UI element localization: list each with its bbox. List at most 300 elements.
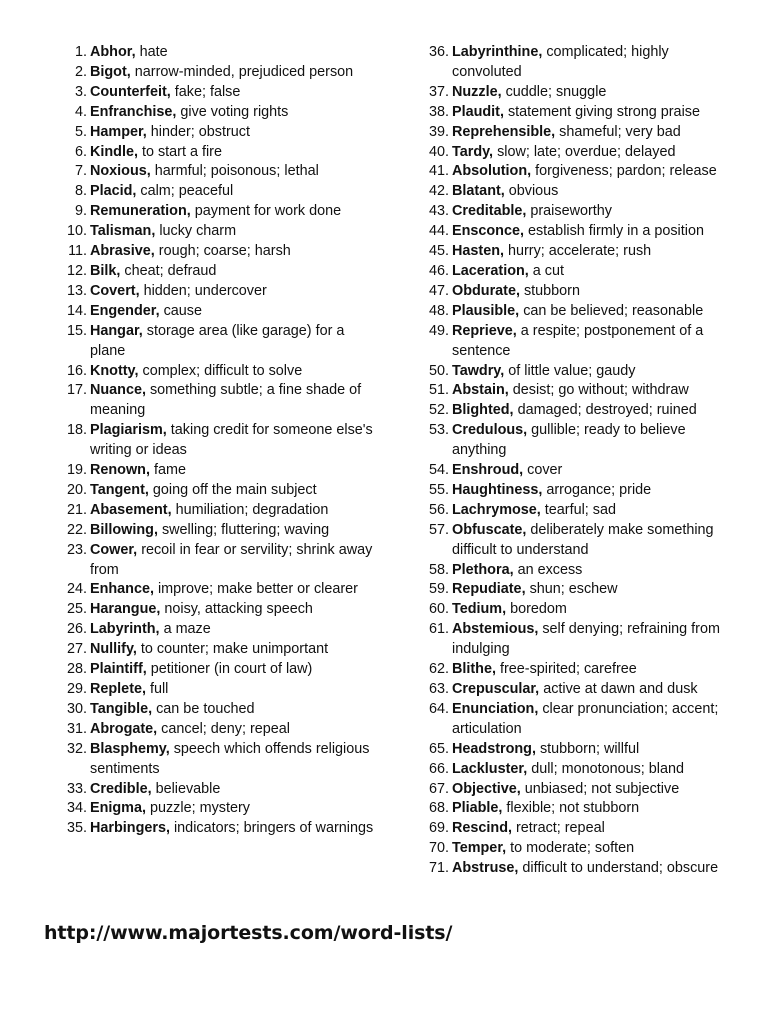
item-body xyxy=(452,143,722,163)
item-definition: deliberately make something difficult to understand xyxy=(452,521,714,558)
item-number: 34. xyxy=(66,800,87,817)
item-definition: a maze xyxy=(163,621,211,638)
item-definition: clear pronunciation; accent; articulation xyxy=(452,700,719,737)
item-number: 18. xyxy=(66,422,87,439)
item-number: 12. xyxy=(66,262,87,279)
list-item xyxy=(422,182,722,202)
item-term: Billowing, xyxy=(90,521,158,538)
item-body xyxy=(452,780,722,800)
item-body xyxy=(452,521,722,561)
item-term: Engender, xyxy=(90,302,160,319)
item-definition: of little value; gaudy xyxy=(508,362,636,379)
item-term: Repudiate, xyxy=(452,581,526,598)
item-body xyxy=(90,123,374,143)
list-item xyxy=(422,262,722,282)
item-definition: a respite; postponement of a sentence xyxy=(452,322,704,359)
item-body xyxy=(452,620,722,660)
item-number: 20. xyxy=(66,481,87,498)
item-definition: believable xyxy=(155,780,221,797)
item-term: Abrogate, xyxy=(90,720,158,737)
list-item xyxy=(422,859,722,879)
item-term: Headstrong, xyxy=(452,740,536,757)
item-definition: something subtle; a fine shade of meaning xyxy=(90,382,362,419)
list-item xyxy=(422,401,722,421)
item-definition: fame xyxy=(153,462,186,479)
item-body xyxy=(452,381,722,401)
list-item xyxy=(422,123,722,143)
item-term: Abstruse, xyxy=(452,860,519,877)
item-term: Labyrinth, xyxy=(90,621,160,638)
item-definition: cheat; defraud xyxy=(124,262,217,279)
item-term: Plausible, xyxy=(452,302,520,319)
item-number: 69. xyxy=(428,820,449,837)
list-item xyxy=(422,600,722,620)
list-item xyxy=(422,521,722,561)
list-item xyxy=(54,182,374,202)
item-term: Replete, xyxy=(90,681,146,697)
item-body xyxy=(90,242,374,262)
item-definition: flexible; not stubborn xyxy=(506,800,640,817)
item-body xyxy=(452,162,722,182)
item-term: Plaudit, xyxy=(452,103,504,120)
item-term: Noxious, xyxy=(90,163,151,180)
item-number: 17. xyxy=(66,382,87,399)
item-number: 14. xyxy=(66,302,87,319)
item-number: 57. xyxy=(428,521,449,538)
item-definition: cancel; deny; repeal xyxy=(161,720,290,737)
item-term: Abrasive, xyxy=(90,243,155,260)
item-definition: improve; make better or clearer xyxy=(157,581,358,598)
item-number: 23. xyxy=(66,541,87,558)
item-body xyxy=(90,63,374,83)
item-number: 13. xyxy=(66,282,87,299)
item-number: 64. xyxy=(428,700,449,717)
item-definition: noisy, attacking speech xyxy=(164,601,313,618)
item-definition: stubborn; willful xyxy=(539,740,640,757)
item-number: 39. xyxy=(428,123,449,140)
item-body xyxy=(452,242,722,262)
item-term: Temper, xyxy=(452,840,507,857)
item-number: 55. xyxy=(428,481,449,498)
item-number: 38. xyxy=(428,103,449,120)
item-term: Tedium, xyxy=(452,601,507,618)
item-definition: harmful; poisonous; lethal xyxy=(154,163,319,180)
item-term: Enigma, xyxy=(90,800,146,817)
item-number: 41. xyxy=(428,163,449,180)
item-term: Bilk, xyxy=(90,262,121,279)
item-definition: rough; coarse; harsh xyxy=(158,243,291,260)
list-item xyxy=(54,819,374,839)
item-number: 37. xyxy=(428,83,449,100)
list-item xyxy=(54,262,374,282)
item-body xyxy=(452,262,722,282)
item-term: Abhor, xyxy=(90,44,136,60)
list-item xyxy=(54,461,374,481)
item-body xyxy=(452,103,722,123)
item-definition: give voting rights xyxy=(180,103,289,120)
item-definition: speech which offends religious sentiments xyxy=(90,740,370,777)
list-item xyxy=(422,501,722,521)
item-number: 63. xyxy=(428,681,449,697)
list-item xyxy=(54,580,374,600)
item-term: Bigot, xyxy=(90,63,131,80)
item-body xyxy=(90,819,374,839)
item-body xyxy=(452,600,722,620)
item-body xyxy=(90,700,374,720)
item-number: 68. xyxy=(428,800,449,817)
item-number: 25. xyxy=(66,601,87,618)
item-body xyxy=(452,83,722,103)
list-item xyxy=(54,123,374,143)
item-term: Kindle, xyxy=(90,143,138,160)
item-body xyxy=(90,43,374,63)
item-body xyxy=(452,421,722,461)
list-item xyxy=(54,242,374,262)
item-number: 28. xyxy=(66,661,87,678)
item-definition: a cut xyxy=(532,262,564,279)
item-body xyxy=(452,302,722,322)
list-item xyxy=(422,819,722,839)
item-body xyxy=(452,680,722,700)
item-number: 8. xyxy=(74,183,87,200)
list-item xyxy=(422,760,722,780)
item-term: Absolution, xyxy=(452,163,532,180)
list-item xyxy=(54,600,374,620)
item-definition: to start a fire xyxy=(141,143,222,160)
item-number: 71. xyxy=(428,860,449,877)
item-definition: swelling; fluttering; waving xyxy=(161,521,330,538)
item-number: 29. xyxy=(66,681,87,697)
item-body xyxy=(452,760,722,780)
item-number: 27. xyxy=(66,641,87,658)
list-item xyxy=(54,103,374,123)
item-body xyxy=(90,362,374,382)
item-term: Crepuscular, xyxy=(452,681,540,697)
item-body xyxy=(452,799,722,819)
item-term: Abstemious, xyxy=(452,621,539,638)
item-number: 47. xyxy=(428,282,449,299)
item-definition: slow; late; overdue; delayed xyxy=(497,143,676,160)
item-definition: tearful; sad xyxy=(544,501,616,518)
list-item xyxy=(54,202,374,222)
item-definition: narrow-minded, prejudiced person xyxy=(134,63,354,80)
list-item xyxy=(54,421,374,461)
list-item xyxy=(54,481,374,501)
item-term: Haughtiness, xyxy=(452,481,543,498)
item-body xyxy=(452,740,722,760)
item-definition: humiliation; degradation xyxy=(175,501,329,518)
item-definition: full xyxy=(149,681,169,697)
item-term: Knotty, xyxy=(90,362,139,379)
item-number: 30. xyxy=(66,700,87,717)
item-term: Cower, xyxy=(90,541,138,558)
item-body xyxy=(452,660,722,680)
list-item xyxy=(422,202,722,222)
item-definition: hurry; accelerate; rush xyxy=(507,243,652,260)
list-item xyxy=(54,282,374,302)
item-number: 67. xyxy=(428,780,449,797)
item-definition: an excess xyxy=(517,561,583,578)
list-item xyxy=(422,481,722,501)
list-item xyxy=(422,799,722,819)
item-number: 49. xyxy=(428,322,449,339)
list-item xyxy=(422,461,722,481)
item-number: 22. xyxy=(66,521,87,538)
list-item xyxy=(422,700,722,740)
item-body xyxy=(452,819,722,839)
item-definition: complex; difficult to solve xyxy=(142,362,303,379)
item-body xyxy=(452,43,722,83)
item-number: 31. xyxy=(66,720,87,737)
list-item xyxy=(422,421,722,461)
item-body xyxy=(90,780,374,800)
list-item xyxy=(54,780,374,800)
item-number: 42. xyxy=(428,183,449,200)
item-number: 16. xyxy=(66,362,87,379)
list-item xyxy=(54,162,374,182)
item-number: 66. xyxy=(428,760,449,777)
item-body xyxy=(90,461,374,481)
item-body xyxy=(90,501,374,521)
list-item xyxy=(422,103,722,123)
item-number: 1. xyxy=(74,44,87,60)
item-number: 70. xyxy=(428,840,449,857)
item-definition: stubborn xyxy=(523,282,580,299)
item-body xyxy=(90,620,374,640)
item-body xyxy=(452,580,722,600)
word-list-column-left xyxy=(54,43,374,839)
item-term: Objective, xyxy=(452,780,521,797)
item-number: 10. xyxy=(66,223,87,240)
item-term: Plagiarism, xyxy=(90,422,167,439)
item-term: Rescind, xyxy=(452,820,512,837)
item-body xyxy=(90,580,374,600)
item-number: 61. xyxy=(428,621,449,638)
list-item xyxy=(54,680,374,700)
item-definition: retract; repeal xyxy=(515,820,605,837)
list-item xyxy=(422,322,722,362)
item-body xyxy=(452,561,722,581)
item-body xyxy=(90,182,374,202)
item-body xyxy=(452,501,722,521)
item-body xyxy=(90,83,374,103)
item-number: 5. xyxy=(74,123,87,140)
item-number: 7. xyxy=(74,163,87,180)
item-term: Abasement, xyxy=(90,501,172,518)
list-item xyxy=(54,381,374,421)
item-term: Tawdry, xyxy=(452,362,505,379)
item-number: 56. xyxy=(428,501,449,518)
item-body xyxy=(452,222,722,242)
list-item xyxy=(54,362,374,382)
item-definition: petitioner (in court of law) xyxy=(150,661,313,678)
item-number: 4. xyxy=(74,103,87,120)
item-term: Counterfeit, xyxy=(90,83,171,100)
list-item xyxy=(422,680,722,700)
item-number: 60. xyxy=(428,601,449,618)
item-term: Tardy, xyxy=(452,143,494,160)
item-number: 36. xyxy=(428,44,449,60)
item-term: Renown, xyxy=(90,462,150,479)
item-term: Credible, xyxy=(90,780,152,797)
item-term: Blasphemy, xyxy=(90,740,170,757)
item-term: Ensconce, xyxy=(452,223,524,240)
list-item xyxy=(54,83,374,103)
item-body xyxy=(90,660,374,680)
list-item xyxy=(54,43,374,63)
item-number: 48. xyxy=(428,302,449,319)
item-term: Nuance, xyxy=(90,382,146,399)
item-number: 24. xyxy=(66,581,87,598)
item-term: Reprieve, xyxy=(452,322,517,339)
item-body xyxy=(90,282,374,302)
item-definition: can be touched xyxy=(156,700,255,717)
item-definition: boredom xyxy=(510,601,567,618)
item-body xyxy=(452,182,722,202)
item-body xyxy=(90,302,374,322)
item-body xyxy=(90,262,374,282)
item-body xyxy=(90,600,374,620)
item-number: 33. xyxy=(66,780,87,797)
item-body xyxy=(90,541,374,581)
list-item xyxy=(54,660,374,680)
item-term: Enshroud, xyxy=(452,462,524,479)
item-term: Tangible, xyxy=(90,700,153,717)
item-definition: puzzle; mystery xyxy=(149,800,250,817)
item-term: Lachrymose, xyxy=(452,501,541,518)
item-definition: arrogance; pride xyxy=(546,481,652,498)
footer-url[interactable]: http://www.majortests.com/word-lists/ xyxy=(44,922,453,944)
item-term: Blighted, xyxy=(452,402,514,419)
item-number: 44. xyxy=(428,223,449,240)
item-term: Laceration, xyxy=(452,262,529,279)
item-term: Credulous, xyxy=(452,422,528,439)
item-definition: difficult to understand; obscure xyxy=(522,860,719,877)
item-term: Covert, xyxy=(90,282,140,299)
list-item xyxy=(54,740,374,780)
item-definition: calm; peaceful xyxy=(140,183,234,200)
item-definition: praiseworthy xyxy=(530,203,612,220)
item-definition: can be believed; reasonable xyxy=(523,302,704,319)
item-definition: shameful; very bad xyxy=(559,123,681,140)
item-body xyxy=(90,162,374,182)
item-definition: payment for work done xyxy=(194,203,342,220)
item-number: 59. xyxy=(428,581,449,598)
item-definition: hidden; undercover xyxy=(143,282,267,299)
item-definition: active at dawn and dusk xyxy=(543,681,698,697)
item-term: Enfranchise, xyxy=(90,103,177,120)
item-body xyxy=(90,143,374,163)
item-definition: going off the main subject xyxy=(152,481,317,498)
item-definition: recoil in fear or servility; shrink away from xyxy=(90,541,373,578)
item-definition: cuddle; snuggle xyxy=(505,83,607,100)
item-number: 65. xyxy=(428,740,449,757)
item-term: Hangar, xyxy=(90,322,143,339)
list-item xyxy=(422,43,722,83)
item-definition: unbiased; not subjective xyxy=(524,780,680,797)
item-definition: gullible; ready to believe anything xyxy=(452,422,686,459)
list-item xyxy=(54,322,374,362)
list-item xyxy=(54,720,374,740)
item-body xyxy=(90,740,374,780)
item-definition: free-spirited; carefree xyxy=(499,661,637,678)
item-definition: self denying; refraining from indulging xyxy=(452,621,720,658)
item-number: 19. xyxy=(66,462,87,479)
item-number: 62. xyxy=(428,661,449,678)
list-item xyxy=(54,63,374,83)
item-body xyxy=(90,381,374,421)
list-item xyxy=(54,501,374,521)
item-body xyxy=(90,222,374,242)
item-body xyxy=(452,282,722,302)
item-definition: taking credit for someone else's writing or ideas xyxy=(90,422,373,459)
list-item xyxy=(54,222,374,242)
item-term: Hasten, xyxy=(452,243,504,260)
list-item xyxy=(54,620,374,640)
list-item xyxy=(54,302,374,322)
item-number: 45. xyxy=(428,243,449,260)
list-item xyxy=(54,700,374,720)
item-number: 46. xyxy=(428,262,449,279)
list-item xyxy=(422,143,722,163)
item-body xyxy=(452,202,722,222)
item-number: 6. xyxy=(74,143,87,160)
item-body xyxy=(90,799,374,819)
list-item xyxy=(54,799,374,819)
item-number: 32. xyxy=(66,740,87,757)
item-definition: hate xyxy=(139,44,168,60)
item-term: Reprehensible, xyxy=(452,123,556,140)
list-item xyxy=(422,660,722,680)
item-definition: indicators; bringers of warnings xyxy=(173,820,374,837)
list-item xyxy=(422,620,722,660)
list-item xyxy=(422,362,722,382)
item-number: 53. xyxy=(428,422,449,439)
item-definition: lucky charm xyxy=(159,223,237,240)
item-term: Nullify, xyxy=(90,641,137,658)
item-definition: to counter; make unimportant xyxy=(140,641,329,658)
item-term: Remuneration, xyxy=(90,203,191,220)
item-body xyxy=(452,123,722,143)
item-term: Harbingers, xyxy=(90,820,170,837)
list-item xyxy=(422,580,722,600)
item-term: Enhance, xyxy=(90,581,154,598)
item-term: Labyrinthine, xyxy=(452,44,543,60)
item-body xyxy=(90,421,374,461)
item-definition: establish firmly in a position xyxy=(527,223,704,240)
item-number: 58. xyxy=(428,561,449,578)
item-body xyxy=(90,521,374,541)
item-term: Lackluster, xyxy=(452,760,528,777)
item-term: Obfuscate, xyxy=(452,521,527,538)
item-body xyxy=(452,461,722,481)
item-term: Nuzzle, xyxy=(452,83,502,100)
item-term: Placid, xyxy=(90,183,137,200)
item-definition: complicated; highly convoluted xyxy=(452,44,669,80)
item-body xyxy=(90,322,374,362)
item-definition: obvious xyxy=(508,183,559,200)
item-term: Plethora, xyxy=(452,561,514,578)
item-definition: fake; false xyxy=(174,83,241,100)
item-term: Tangent, xyxy=(90,481,149,498)
item-body xyxy=(452,481,722,501)
item-term: Talisman, xyxy=(90,223,156,240)
item-definition: cover xyxy=(527,462,563,479)
list-item xyxy=(422,740,722,760)
item-body xyxy=(90,720,374,740)
item-term: Obdurate, xyxy=(452,282,520,299)
item-term: Creditable, xyxy=(452,203,527,220)
